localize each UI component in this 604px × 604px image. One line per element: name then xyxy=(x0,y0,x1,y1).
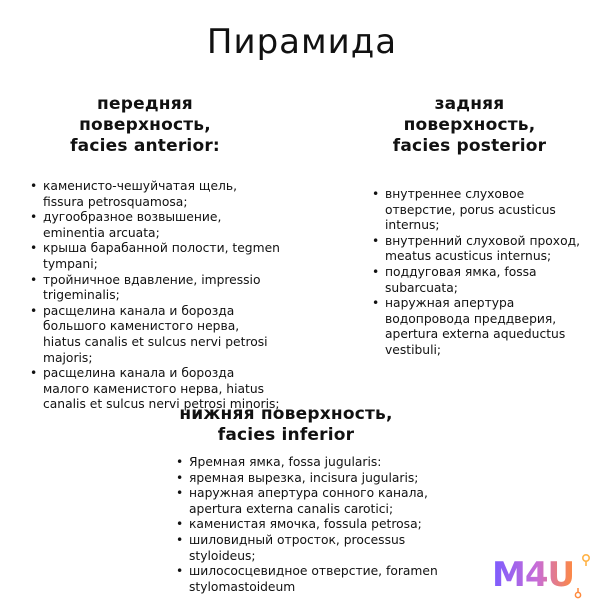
list-item: • дугообразное возвышение, eminentia arcuata; xyxy=(30,210,280,241)
anterior-items-list xyxy=(30,179,280,413)
posterior-items-list xyxy=(372,187,587,359)
list-item: • наружная апертура сонного канала, apertura externa canalis carotici; xyxy=(176,486,456,517)
section-heading xyxy=(372,94,567,157)
brand-logo xyxy=(490,548,600,600)
list-item: • шиловидный отросток, processus styloideus; xyxy=(176,533,456,564)
heading-line: нижняя поверхность, xyxy=(179,404,393,424)
list-item: • тройничное вдавление, impressio trigeminalis; xyxy=(30,273,280,304)
heading-line: передняя поверхность, xyxy=(79,94,211,135)
logo-graphic xyxy=(490,548,600,600)
section-heading xyxy=(176,404,396,446)
list-item: • расщелина канала и борозда большого каменистого нерва, hiatus canalis et sulcus nervi petrosi majoris; xyxy=(30,304,280,366)
logo-node-icon xyxy=(583,555,589,561)
list-item: • внутреннее слуховое отверстие, porus acusticus internus; xyxy=(372,187,587,234)
heading-line: задняя поверхность, xyxy=(403,94,536,135)
section-inferior-surface xyxy=(176,404,456,595)
section-anterior-surface xyxy=(30,94,280,413)
list-item: • наружная апертура водопровода преддверия, apertura externa aqueductus vestibuli; xyxy=(372,296,587,358)
list-item: • шилососцевидное отверстие, foramen stylomastoideum xyxy=(176,564,456,595)
list-item: • расщелина канала и борозда малого каменистого нерва, hiatus canalis et sulcus nervi petrosi minoris; xyxy=(30,366,280,413)
list-item: • Яремная ямка, fossa jugularis: xyxy=(176,455,456,471)
page-title: Пирамида xyxy=(206,22,398,62)
section-posterior-surface xyxy=(372,94,587,359)
list-item: • каменисто-чешуйчатая щель, fissura petrosquamosa; xyxy=(30,179,280,210)
heading-line: facies inferior xyxy=(217,425,355,445)
list-item: • яремная вырезка, incisura jugularis; xyxy=(176,471,456,487)
logo-text: M4U xyxy=(492,555,575,595)
list-item: • внутренний слуховой проход, meatus acusticus internus; xyxy=(372,234,587,265)
heading-line: facies anterior: xyxy=(70,136,220,156)
inferior-items-list xyxy=(176,455,456,595)
section-heading xyxy=(30,94,260,157)
list-item: • крыша барабанной полости, tegmen tympani; xyxy=(30,241,280,272)
list-item: • каменистая ямочка, fossula petrosa; xyxy=(176,517,456,533)
logo-node-icon xyxy=(575,592,580,597)
list-item: • поддуговая ямка, fossa subarcuata; xyxy=(372,265,587,296)
heading-line: facies posterior xyxy=(392,136,547,156)
